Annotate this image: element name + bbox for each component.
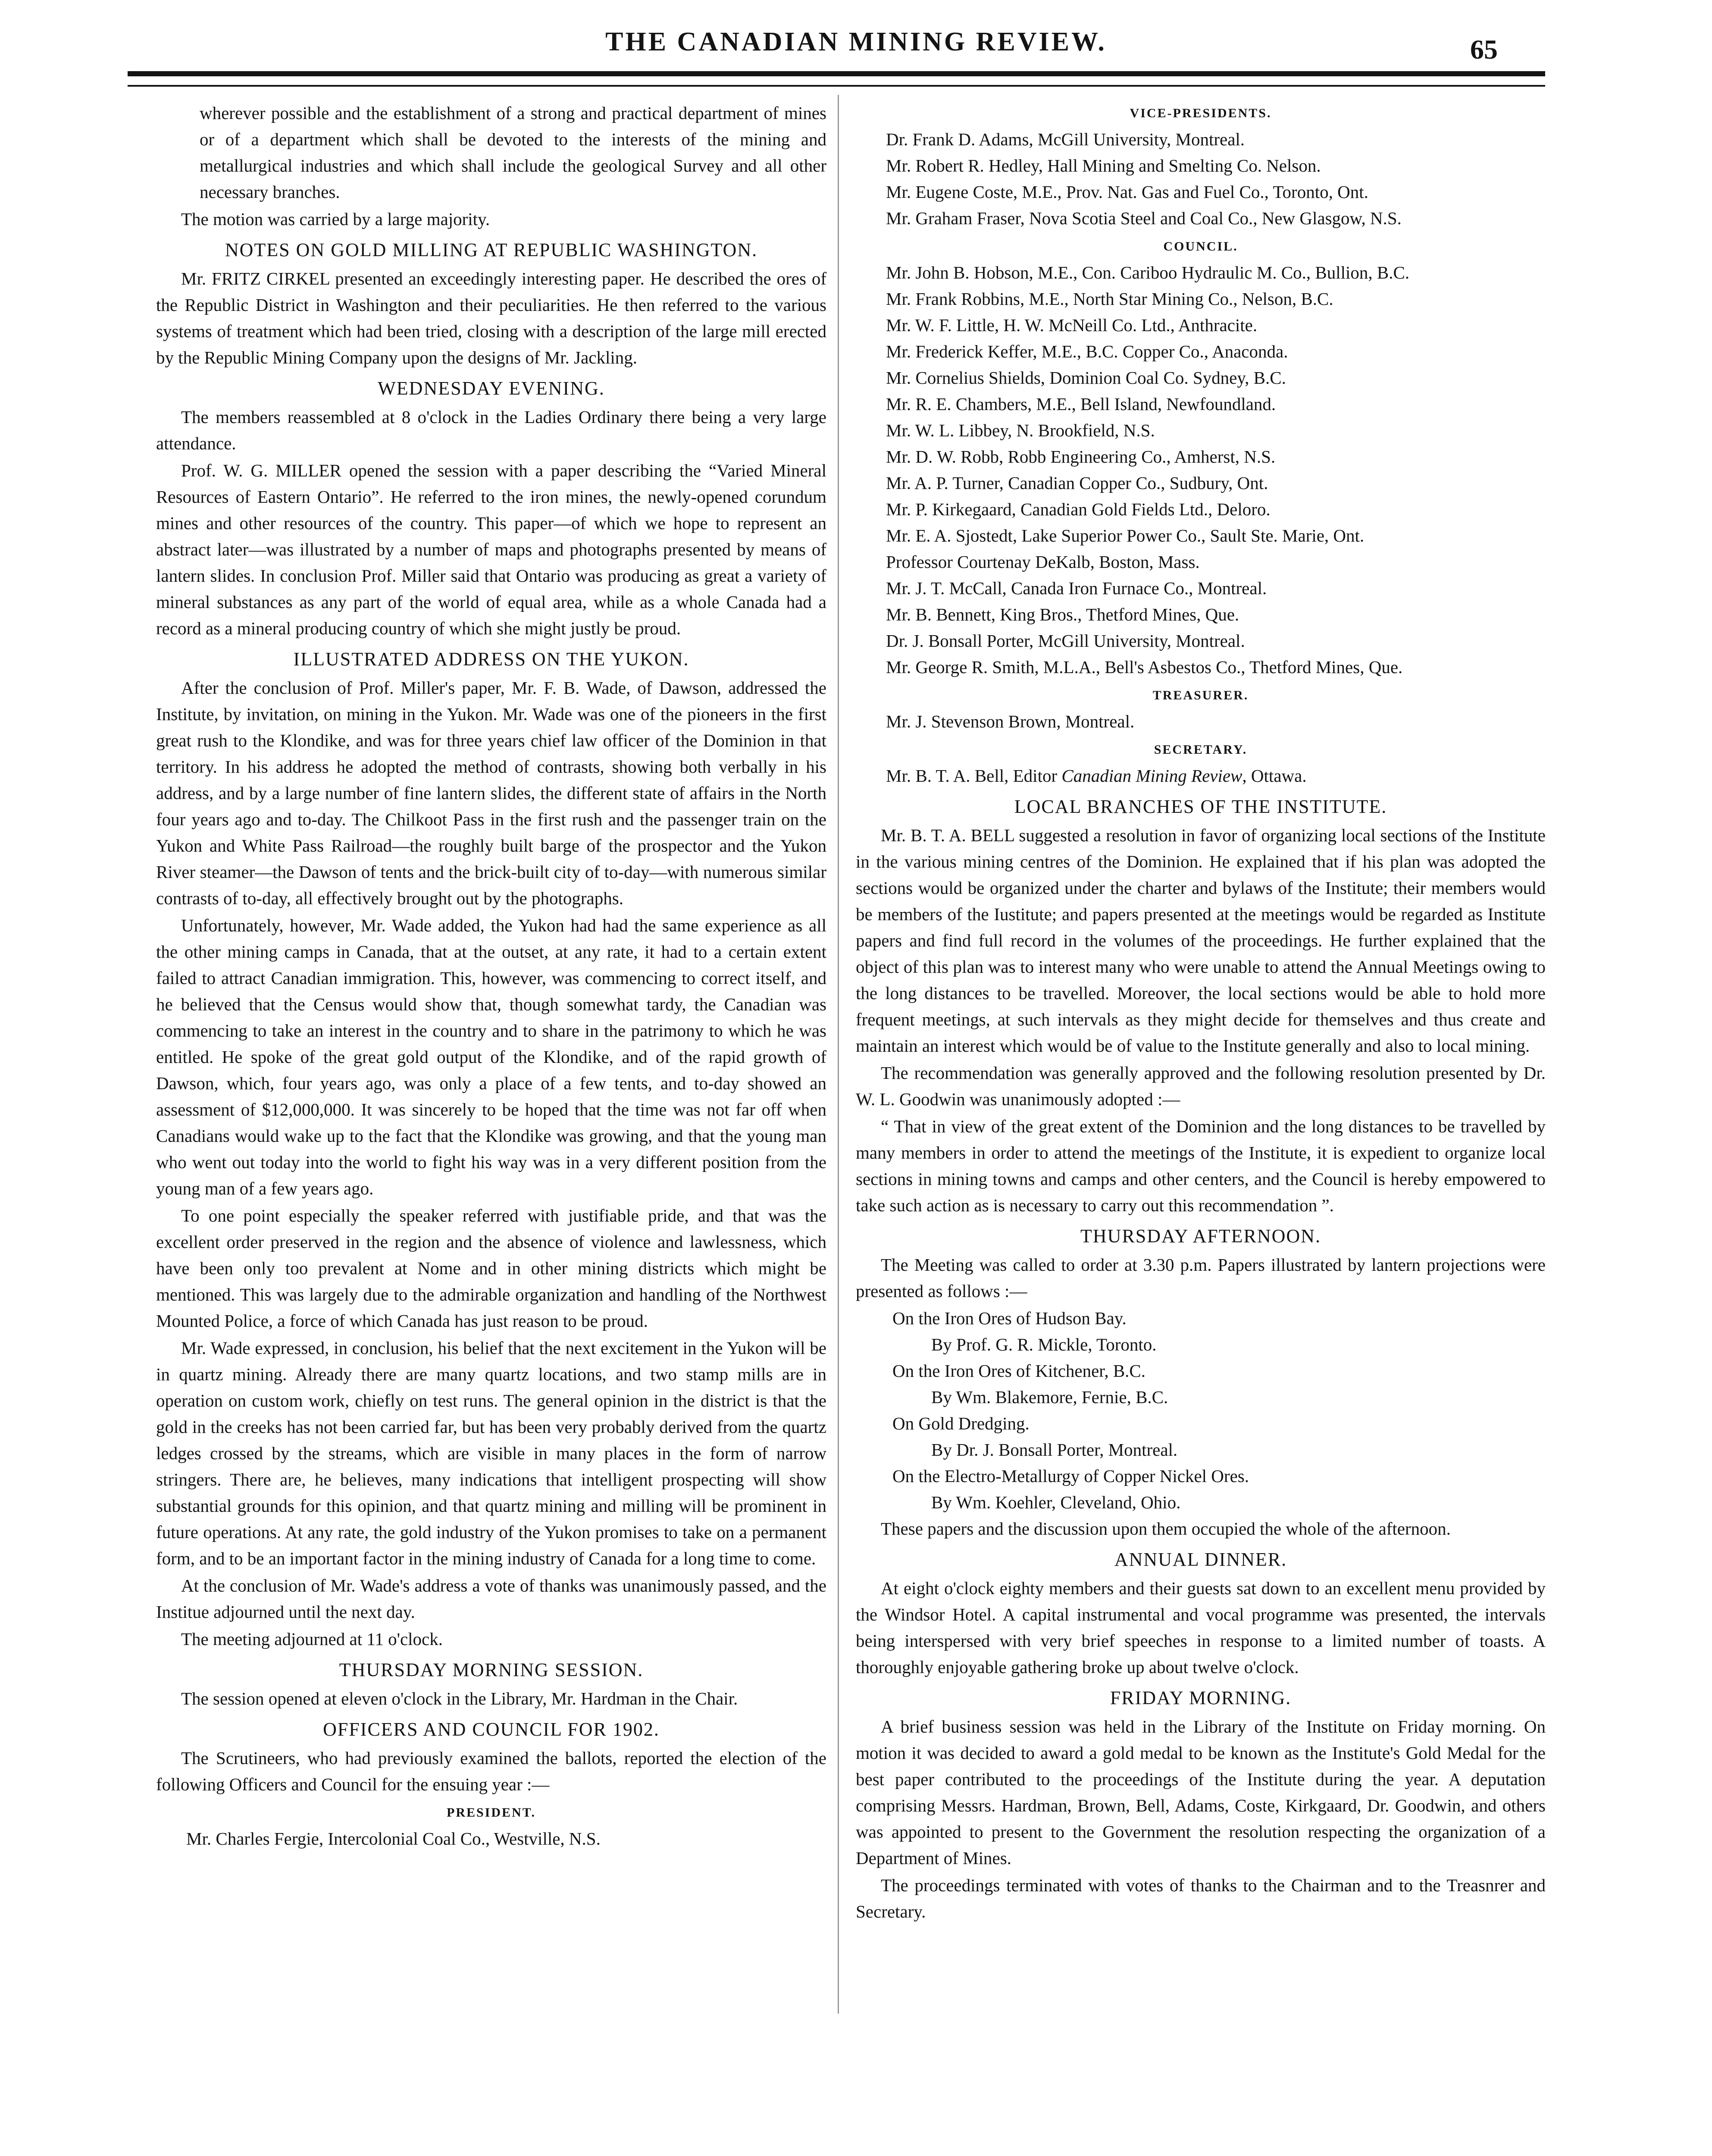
header-rule-thick xyxy=(128,71,1545,76)
list-item: Mr. J. T. McCall, Canada Iron Furnace Co., Montreal. xyxy=(886,578,1267,598)
paper-author: By Wm. Blakemore, Fernie, B.C. xyxy=(931,1387,1168,1407)
list-item: Professor Courtenay DeKalb, Boston, Mass. xyxy=(886,552,1200,572)
paper-title: On Gold Dredging. xyxy=(892,1413,1030,1433)
list-item: Dr. J. Bonsall Porter, McGill University, Montreal. xyxy=(886,631,1245,651)
council-list xyxy=(856,260,1546,680)
papers-list xyxy=(856,1305,1546,1516)
list-item: Mr. A. P. Turner, Canadian Copper Co., Sudbury, Ont. xyxy=(886,473,1268,493)
paragraph-afternoon: The Meeting was called to order at 3.30 p.m. Papers illustrated by lantern projections were presented as follows :— xyxy=(856,1255,1546,1301)
secretary-suffix: , Ottawa. xyxy=(1242,766,1307,786)
page-number: 65 xyxy=(1470,34,1498,65)
president-entry: Mr. Charles Fergie, Intercolonial Coal Co., Westville, N.S. xyxy=(186,1829,601,1849)
heading-officers-council: OFFICERS AND COUNCIL FOR 1902. xyxy=(323,1719,660,1740)
paper-title: On the Iron Ores of Kitchener, B.C. xyxy=(892,1361,1146,1381)
paragraph-yukon-2: Unfortunately, however, Mr. Wade added, the Yukon had had the same experience as all the other mining camps in Canada, that at the outset, at any rate, it had to a certain extent failed to attract Canadian immigration. This, however, was commencing to correct itself, and he believed that the Census would show that, though somewhat tardy, the Canadian was commencing to take an interest in the country and to share in the patrimony to which he was entitled. He spoke of the great gold output of the Klondike, and of the rapid growth of Dawson, which, four years ago, was only a place of a few tents, and to-day showed an assessment of $12,000,000. It was sincerely to be hoped that the time was not far off when Canadians would wake up to the fact that the Klondike was growing, and that the young man who went out today into the world to fight his way was in a very different position from the young man of a few years ago. xyxy=(156,915,826,1198)
publication-title: THE CANADIAN MINING REVIEW. xyxy=(605,27,1107,56)
list-item: Mr. Graham Fraser, Nova Scotia Steel and Coal Co., New Glasgow, N.S. xyxy=(886,208,1402,228)
list-item: Mr. John B. Hobson, M.E., Con. Cariboo Hydraulic M. Co., Bullion, B.C. xyxy=(886,263,1410,282)
list-item: Dr. Frank D. Adams, McGill University, Montreal. xyxy=(886,129,1245,149)
column-divider xyxy=(838,95,839,2014)
secretary-prefix: Mr. B. T. A. Bell, Editor xyxy=(886,766,1062,786)
paragraph-dinner: At eight o'clock eighty members and their guests sat down to an excellent menu provided by the Windsor Hotel. A capital instrumental and vocal programme was presented, the intervals being interspersed with very brief speeches in response to a limited number of toasts. A thoroughly enjoyable gathering broke up about twelve o'clock. xyxy=(856,1578,1546,1677)
paragraph-yukon-1: After the conclusion of Prof. Miller's paper, Mr. F. B. Wade, of Dawson, addressed the Institute, by invitation, on mining in the Yukon. Mr. Wade was one of the pioneers in the first great rush to the Klondike, and was for three years chief law officer of the Dominion in that territory. In his address he adopted the method of contrasts, showing both verbally in his address, and by a large number of fine lantern slides, the different state of affairs in the North four years ago and to-day. The Chilkoot Pass in the first rush and the passenger train on the Yukon and White Pass Railroad—the roughly built barge of the prospector and the Yukon River steamer—the Dawson of tents and the brick-built city of to-day—with numerous similar contrasts of to-day, all effectively brought out by the photographs. xyxy=(156,678,826,908)
paper-title: On the Electro-Metallurgy of Copper Nickel Ores. xyxy=(892,1466,1249,1486)
list-item: Mr. R. E. Chambers, M.E., Bell Island, Newfoundland. xyxy=(886,394,1276,414)
list-item: Mr. P. Kirkegaard, Canadian Gold Fields Ltd., Deloro. xyxy=(886,499,1271,519)
paragraph-yukon-3: To one point especially the speaker referred with justifiable pride, and that was the excellent order preserved in the region and the absence of violence and lawlessness, which have been only too prevalent at Nome and in other mining districts which might be mentioned. This was largely due to the admirable organization and handling of the Northwest Mounted Police, a force of which Canada has just reason to be proud. xyxy=(156,1206,826,1331)
paragraph-intro: wherever possible and the establishment of a strong and practical department of mines or of a department which shall be devoted to the interests of the mining and metallurgical industries and which shall include the geological Survey and all other necessary branches. xyxy=(200,103,826,202)
paper-author: By Dr. J. Bonsall Porter, Montreal. xyxy=(931,1440,1178,1460)
header-rule-thin xyxy=(128,85,1545,87)
paper-author: By Wm. Koehler, Cleveland, Ohio. xyxy=(931,1492,1181,1512)
subheading-secretary: SECRETARY. xyxy=(1154,743,1248,757)
heading-thursday-morning: THURSDAY MORNING SESSION. xyxy=(339,1659,644,1680)
list-item: Mr. Frederick Keffer, M.E., B.C. Copper Co., Anaconda. xyxy=(886,342,1288,361)
subheading-president: PRESIDENT. xyxy=(447,1805,536,1820)
list-item: Mr. E. A. Sjostedt, Lake Superior Power Co., Sault Ste. Marie, Ont. xyxy=(886,526,1365,545)
paragraph-friday-2: The proceedings terminated with votes of thanks to the Chairman and to the Treasnrer and Secretary. xyxy=(856,1875,1546,1921)
paragraph-motion: The motion was carried by a large majority. xyxy=(181,209,490,229)
list-item: Mr. Robert R. Hedley, Hall Mining and Smelting Co. Nelson. xyxy=(886,156,1321,175)
list-item: Mr. W. L. Libbey, N. Brookfield, N.S. xyxy=(886,420,1155,440)
list-item: Mr. B. Bennett, King Bros., Thetford Mines, Que. xyxy=(886,605,1239,624)
vice-president-list xyxy=(856,126,1546,232)
secretary-entry xyxy=(856,763,1546,789)
paragraph-local-1: Mr. B. T. A. BELL suggested a resolution in favor of organizing local sections of the Institute in the various mining centres of the Dominion. He explained that if his plan was adopted the sections would be organized under the charter and bylaws of the Institute; their members would be members of the Iustitute; and papers presented at the meetings would be regarded as Institute papers and find full record in the volumes of the proceedings. He further explained that the object of this plan was to interest many who were unable to attend the Annual Meetings owing to the long distances to be travelled. Moreover, the local sections would be able to hold more frequent meetings, at such intervals as they might decide for themselves and thus create and maintain an interest which would be of value to the Institute generally and also to local mining. xyxy=(856,825,1546,1056)
right-column xyxy=(856,100,1546,1926)
paragraph-thursday-morning: The session opened at eleven o'clock in the Library, Mr. Hardman in the Chair. xyxy=(181,1689,738,1708)
list-item: Mr. Cornelius Shields, Dominion Coal Co. Sydney, B.C. xyxy=(886,368,1286,388)
heading-thursday-afternoon: THURSDAY AFTERNOON. xyxy=(1080,1225,1321,1247)
paragraph-miller: Prof. W. G. MILLER opened the session with a paper describing the “Varied Mineral Resources of Eastern Ontario”. He referred to the iron mines, the newly-opened corundum mines and other resources of the country. This paper—of which we hope to represent an abstract later—was illustrated by a number of maps and photographs presented by means of lantern slides. In conclusion Prof. Miller said that Ontario was producing as great a variety of mineral substances as any part of the world of equal area, while as a whole Canada had a record as a mineral producing country of which she might justly be proud. xyxy=(156,461,826,638)
subheading-council: COUNCIL. xyxy=(1163,239,1238,254)
paragraph-local-resolution: “ That in view of the great extent of the Dominion and the long distances to be travelled by many members in order to attend the meetings of the Institute, it is expedient to organize local sections in mining towns and camps and other centers, and the Council is hereby empowered to take such action as is necessary to carry out this recommendation ”. xyxy=(856,1116,1546,1215)
list-item: Mr. W. F. Little, H. W. McNeill Co. Ltd., Anthracite. xyxy=(886,315,1258,335)
paragraph-cirkel: Mr. FRITZ CIRKEL presented an exceedingly interesting paper. He described the ores of the Republic District in Washington and their peculiarities. He then referred to the various systems of treatment which had been tried, closing with a description of the large mill erected by the Republic Mining Company upon the designs of Mr. Jackling. xyxy=(156,269,826,367)
heading-gold-milling: NOTES ON GOLD MILLING AT REPUBLIC WASHINGTON. xyxy=(225,239,758,260)
left-column xyxy=(156,100,826,1853)
heading-local-branches: LOCAL BRANCHES OF THE INSTITUTE. xyxy=(1014,796,1387,817)
heading-annual-dinner: ANNUAL DINNER. xyxy=(1114,1549,1287,1570)
paper-author: By Prof. G. R. Mickle, Toronto. xyxy=(931,1335,1157,1354)
paragraph-local-2: The recommendation was generally approved and the following resolution presented by Dr. W. L. Goodwin was unanimously adopted :— xyxy=(856,1063,1546,1109)
publication-name: Canadian Mining Review xyxy=(1061,766,1243,786)
paragraph-officers: The Scrutineers, who had previously examined the ballots, reported the election of the following Officers and Council for the ensuing year :— xyxy=(156,1748,826,1794)
heading-wednesday-evening: WEDNESDAY EVENING. xyxy=(378,378,605,399)
paragraph-wednesday-1: The members reassembled at 8 o'clock in the Ladies Ordinary there being a very large attendance. xyxy=(156,407,826,453)
list-item: Mr. D. W. Robb, Robb Engineering Co., Amherst, N.S. xyxy=(886,447,1276,467)
treasurer-entry: Mr. J. Stevenson Brown, Montreal. xyxy=(886,711,1135,731)
heading-yukon-address: ILLUSTRATED ADDRESS ON THE YUKON. xyxy=(293,649,689,670)
paragraph-friday-1: A brief business session was held in the Library of the Institute on Friday morning. On motion it was decided to award a gold medal to be known as the Institute's Gold Medal for the best paper contributed to the proceedings of the Institute during the year. A deputation comprising Messrs. Hardman, Brown, Bell, Adams, Coste, Kirkgaard, Dr. Goodwin, and others was appointed to present to the Government the resolution respecting the organization of a Department of Mines. xyxy=(856,1717,1546,1868)
list-item: Mr. Eugene Coste, M.E., Prov. Nat. Gas and Fuel Co., Toronto, Ont. xyxy=(886,182,1368,202)
paper-title: On the Iron Ores of Hudson Bay. xyxy=(892,1308,1127,1328)
subheading-treasurer: TREASURER. xyxy=(1152,688,1249,702)
paragraph-yukon-6: The meeting adjourned at 11 o'clock. xyxy=(181,1629,443,1649)
paragraph-yukon-4: Mr. Wade expressed, in conclusion, his belief that the next excitement in the Yukon will be in quartz mining. Already there are many quartz locations, and two stamp mills are in operation on custom work, chiefly on test runs. The general opinion in the district is that the gold in the creeks has not been carried far, but has been very probably derived from the quartz ledges crossed by the streams, which are visible in many places in the form of narrow stringers. There are, he believes, many indications that intelligent prospecting will show substantial grounds for this opinion, and that quartz mining and milling will be prominent in future operations. At any rate, the gold industry of the Yukon promises to take on a permanent form, and to be an important factor in the mining industry of Canada for a long time to come. xyxy=(156,1338,826,1568)
heading-friday-morning: FRIDAY MORNING. xyxy=(1110,1687,1292,1708)
subheading-vice-presidents: VICE-PRESIDENTS. xyxy=(1130,106,1272,120)
paragraph-yukon-5: At the conclusion of Mr. Wade's address a vote of thanks was unanimously passed, and the Institue adjourned until the next day. xyxy=(156,1576,826,1622)
list-item: Mr. Frank Robbins, M.E., North Star Mining Co., Nelson, B.C. xyxy=(886,289,1333,309)
list-item: Mr. George R. Smith, M.L.A., Bell's Asbestos Co., Thetford Mines, Que. xyxy=(886,657,1403,677)
paragraph-papers-end: These papers and the discussion upon them occupied the whole of the afternoon. xyxy=(881,1519,1451,1539)
